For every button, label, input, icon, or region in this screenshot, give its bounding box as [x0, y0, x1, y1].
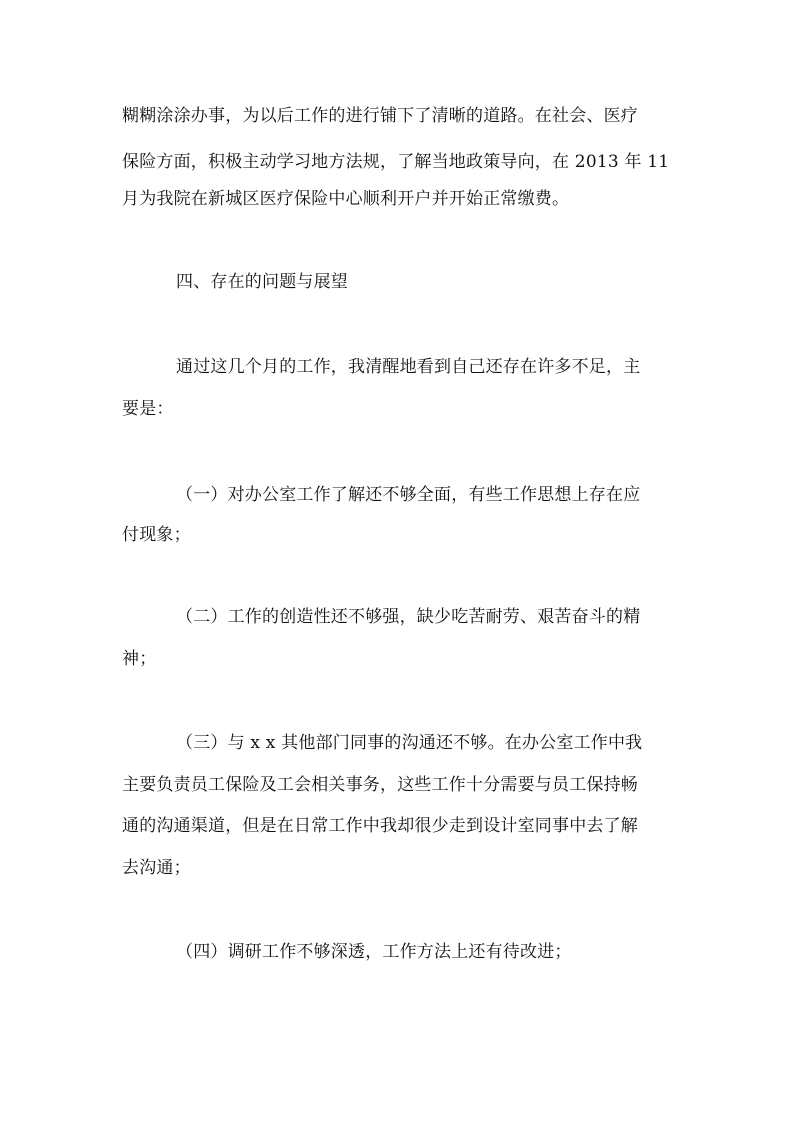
item-4-line-1: （四）调研工作不够深透，工作方法上还有待改进；: [176, 942, 572, 962]
paragraph-continuation-line-1: 糊糊涂涂办事，为以后工作的进行铺下了清晰的道路。在社会、医疗: [122, 106, 638, 126]
item-1-line-2: 付现象；: [122, 525, 191, 545]
intro-line-1: 通过这几个月的工作，我清醒地看到自己还存在许多不足，主: [176, 357, 641, 377]
item-3-line-2: 主要负责员工保险及工会相关事务，这些工作十分需要与员工保持畅: [122, 775, 638, 795]
intro-line-2: 要是：: [122, 399, 174, 419]
paragraph-continuation-line-3: 月为我院在新城区医疗保险中心顺利开户并开始正常缴费。: [122, 189, 570, 209]
item-2-line-1: （二）工作的创造性还不够强，缺少吃苦耐劳、艰苦奋斗的精: [176, 607, 641, 627]
item-3-line-3: 通的沟通渠道，但是在日常工作中我却很少走到设计室同事中去了解: [122, 816, 638, 836]
paragraph-continuation-line-2: 保险方面，积极主动学习地方法规，了解当地政策导向，在 2013 年 11: [122, 152, 670, 172]
item-3-line-4: 去沟通；: [122, 858, 191, 878]
item-2-line-2: 神；: [122, 649, 157, 669]
item-1-line-1: （一）对办公室工作了解还不够全面，有些工作思想上存在应: [176, 485, 641, 505]
item-3-line-1: （三）与 x x 其他部门同事的沟通还不够。在办公室工作中我: [176, 733, 643, 753]
section-heading: 四、存在的问题与展望: [176, 272, 348, 292]
